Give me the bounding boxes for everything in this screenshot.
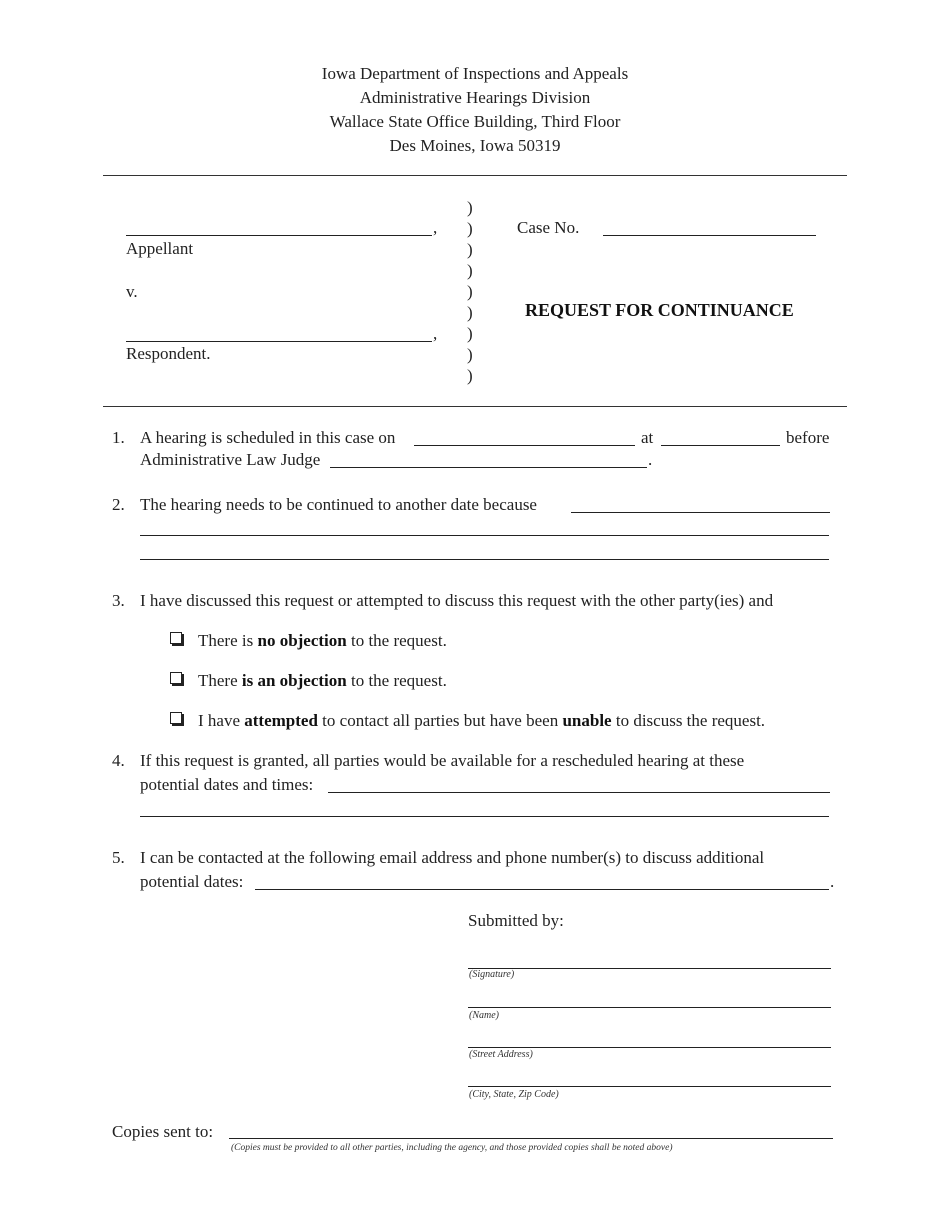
hearing-time-field[interactable] (661, 445, 780, 446)
respondent-label: Respondent. (126, 344, 211, 363)
header-line-3: Wallace State Office Building, Third Floor (329, 112, 621, 131)
item-1-at: at (641, 428, 654, 447)
header-line-2: Administrative Hearings Division (359, 88, 591, 107)
available-dates-field-line-2[interactable] (140, 816, 829, 817)
name-caption: (Name) (469, 1010, 499, 1021)
item-2-number: 2. (112, 495, 125, 514)
paren-8: ) (467, 345, 473, 364)
item-1-text-b: Administrative Law Judge (140, 450, 321, 469)
street-address-field[interactable] (468, 1047, 831, 1048)
item-2-text: The hearing needs to be continued to another date because (140, 495, 537, 514)
item-4-text-b: potential dates and times: (140, 775, 314, 794)
item-4-text-a: If this request is granted, all parties would be available for a rescheduled hearing at these (140, 751, 745, 770)
paren-6: ) (467, 303, 473, 322)
opt2-text-c: to the request. (346, 671, 447, 690)
case-no-field[interactable] (603, 235, 816, 236)
respondent-name-field[interactable] (126, 341, 432, 342)
appellant-label: Appellant (126, 239, 194, 258)
paren-4: ) (467, 261, 473, 280)
paren-9: ) (467, 366, 473, 385)
paren-5: ) (467, 282, 473, 301)
opt2-text-b: is an objection (241, 671, 347, 690)
copies-note: (Copies must be provided to all other parties, including the agency, and those provided copies shall be noted above) (231, 1143, 673, 1153)
case-no-label: Case No. (517, 218, 580, 237)
caption-bottom-divider (103, 406, 847, 407)
item-1-number: 1. (112, 428, 125, 447)
city-state-zip-caption: (City, State, Zip Code) (469, 1089, 559, 1100)
item-1-before: before (786, 428, 830, 447)
unable-to-discuss-checkbox[interactable] (170, 712, 182, 724)
respondent-comma: , (433, 324, 438, 343)
reason-field-line-1[interactable] (571, 512, 830, 513)
submitted-by-label: Submitted by: (468, 911, 564, 930)
paren-3: ) (467, 240, 473, 259)
opt2-text-a: There (198, 671, 242, 690)
top-divider (103, 175, 847, 176)
street-address-caption: (Street Address) (469, 1049, 533, 1060)
item-3-number: 3. (112, 591, 125, 610)
opt3-text-a: I have (198, 711, 245, 730)
header-line-1: Iowa Department of Inspections and Appeals (321, 64, 629, 83)
paren-1: ) (467, 198, 473, 217)
opt3-text-d: unable (562, 711, 612, 730)
name-field[interactable] (468, 1007, 831, 1008)
item-5-period: . (830, 872, 835, 891)
signature-caption: (Signature) (469, 969, 515, 980)
item-5-number: 5. (112, 848, 125, 867)
contact-info-field[interactable] (255, 889, 829, 890)
paren-2: ) (467, 219, 473, 238)
opt1-text-b: no objection (257, 631, 347, 650)
item-1-period: . (648, 450, 653, 469)
hearing-date-field[interactable] (414, 445, 635, 446)
header-line-4: Des Moines, Iowa 50319 (389, 136, 561, 155)
item-1-text-a: A hearing is scheduled in this case on (140, 428, 396, 447)
objection-checkbox[interactable] (170, 672, 182, 684)
copies-sent-label: Copies sent to: (112, 1122, 214, 1141)
item-5-text-b: potential dates: (140, 872, 244, 891)
opt3-text-b: attempted (244, 711, 318, 730)
versus-label: v. (126, 282, 138, 301)
reason-field-line-3[interactable] (140, 559, 829, 560)
item-5-text-a: I can be contacted at the following email address and phone number(s) to discuss additional (140, 848, 765, 867)
appellant-comma: , (433, 218, 438, 237)
form-title: REQUEST FOR CONTINUANCE (525, 300, 794, 320)
city-state-zip-field[interactable] (468, 1086, 831, 1087)
signature-field[interactable] (468, 968, 831, 969)
reason-field-line-2[interactable] (140, 535, 829, 536)
no-objection-checkbox[interactable] (170, 632, 182, 644)
paren-7: ) (467, 324, 473, 343)
copies-sent-field[interactable] (229, 1138, 833, 1139)
item-3-text: I have discussed this request or attempted to discuss this request with the other party(ies) and (140, 591, 774, 610)
appellant-name-field[interactable] (126, 235, 432, 236)
option-objection (198, 671, 447, 691)
opt1-text-c: to the request. (346, 631, 447, 650)
option-no-objection (198, 631, 447, 651)
option-unable (198, 711, 765, 731)
item-4-number: 4. (112, 751, 125, 770)
available-dates-field-line-1[interactable] (328, 792, 830, 793)
opt3-text-e: to discuss the request. (611, 711, 766, 730)
opt3-text-c: to contact all parties but have been (317, 711, 563, 730)
agency-header (0, 62, 950, 158)
opt1-text-a: There is (198, 631, 258, 650)
judge-name-field[interactable] (330, 467, 647, 468)
